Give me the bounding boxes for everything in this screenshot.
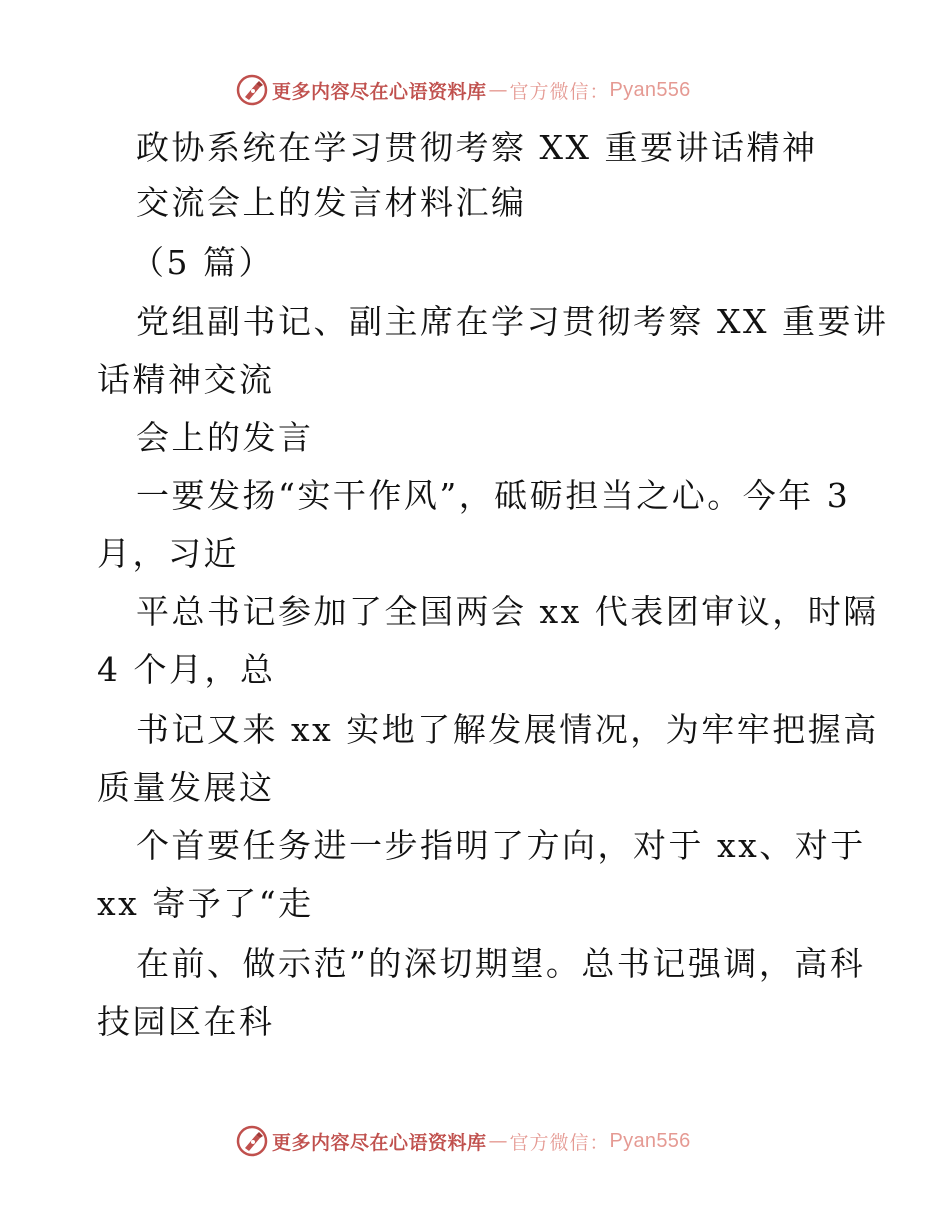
text-line: 月，习近 <box>97 534 239 573</box>
document-title-line-1: 政协系统在学习贯彻考察 XX 重要讲话精神 <box>136 128 818 167</box>
text-line: 个首要任务进一步指明了方向，对于 xx、对于 <box>136 826 866 865</box>
document-article-count: （5 篇） <box>131 243 274 282</box>
text-line: 4 个月，总 <box>97 650 276 689</box>
watermark-brand: 更多内容尽在心语资料库 <box>272 80 487 103</box>
document-title-line-2: 交流会上的发言材料汇编 <box>136 183 527 222</box>
text-line: 平总书记参加了全国两会 xx 代表团审议，时隔 <box>136 592 879 631</box>
watermark-dash: — <box>488 79 508 101</box>
text-line: 质量发展这 <box>97 768 275 807</box>
text-line: 一要发扬“实干作风”，砥砺担当之心。今年 3 <box>136 476 851 515</box>
watermark-banner-top <box>236 73 691 107</box>
text-line: 技园区在科 <box>97 1002 275 1041</box>
text-line: 书记又来 xx 实地了解发展情况，为牢牢把握高 <box>136 710 879 749</box>
pen-nib-circle-icon <box>236 1125 268 1157</box>
text-line: 党组副书记、副主席在学习贯彻考察 XX 重要讲 <box>136 302 889 341</box>
watermark-handle: Pyan556 <box>609 1129 691 1152</box>
watermark-wechat-label: 官方微信： <box>509 1131 610 1154</box>
text-line: 在前、做示范”的深切期望。总书记强调，高科 <box>136 944 866 983</box>
pen-nib-circle-icon <box>236 74 268 106</box>
watermark-brand: 更多内容尽在心语资料库 <box>272 1131 487 1154</box>
watermark-banner-bottom <box>236 1124 691 1158</box>
text-line: 会上的发言 <box>136 418 314 457</box>
watermark-handle: Pyan556 <box>609 78 691 101</box>
watermark-dash: — <box>488 1130 508 1152</box>
text-line: xx 寄予了“走 <box>97 884 314 923</box>
watermark-wechat-label: 官方微信： <box>509 80 610 103</box>
text-line: 话精神交流 <box>97 360 275 399</box>
